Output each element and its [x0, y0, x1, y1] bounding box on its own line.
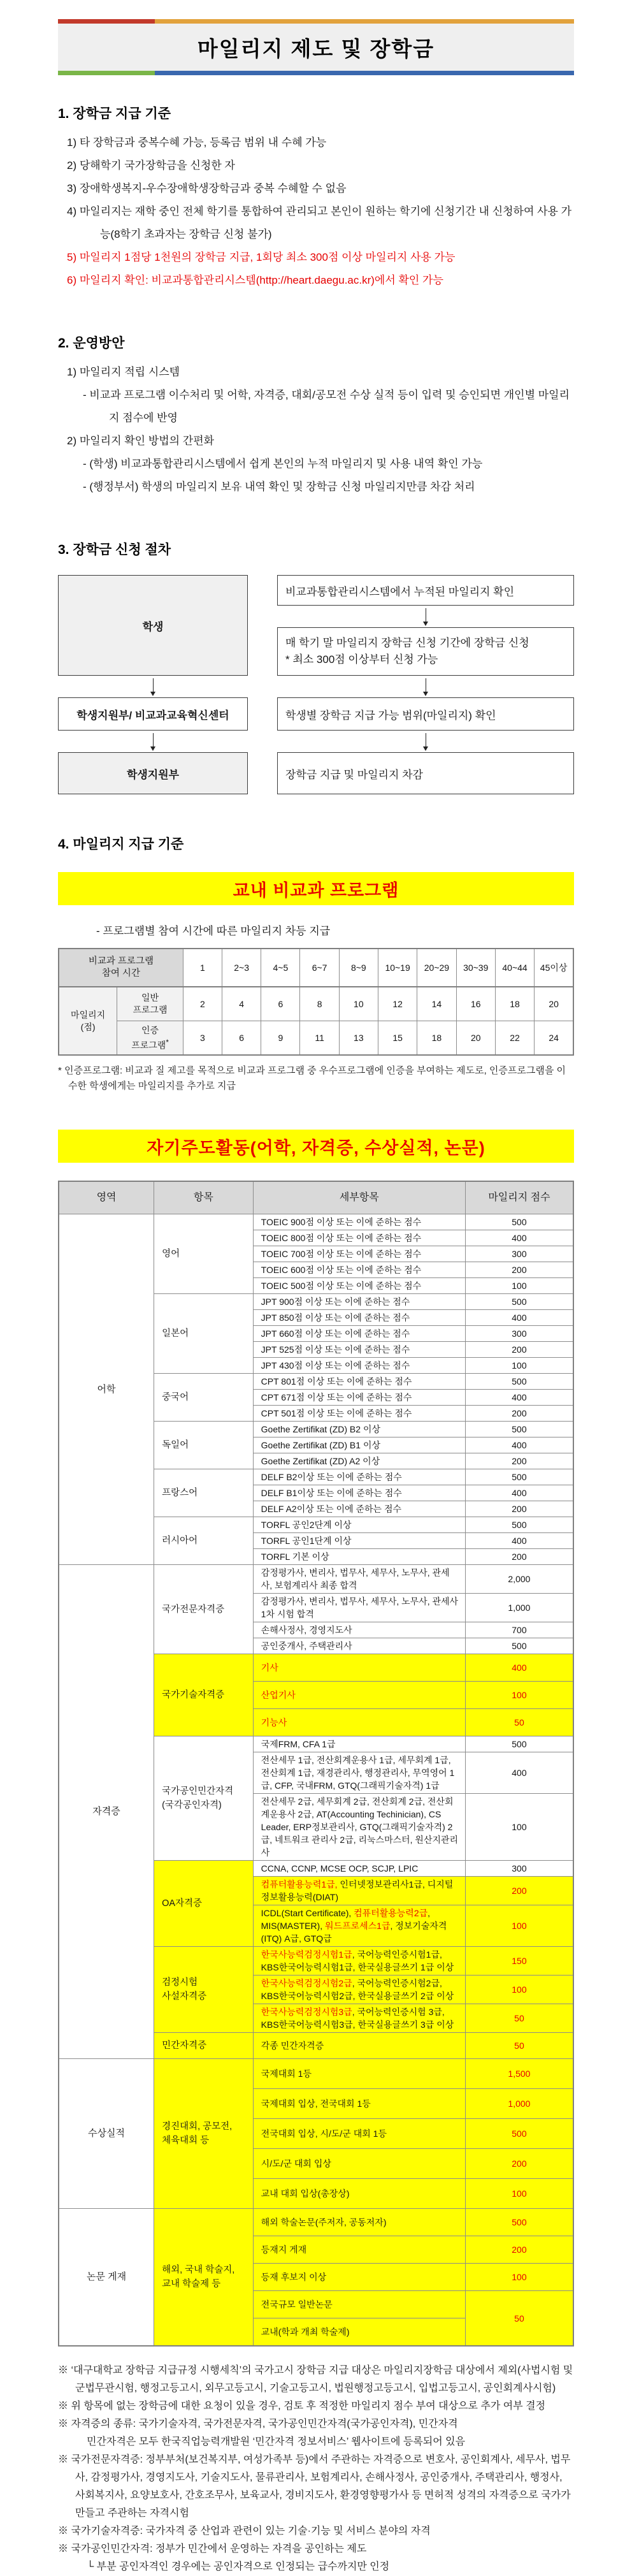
title-banner — [58, 19, 574, 75]
detail-cell: Goethe Zertifikat (ZD) B2 이상 — [253, 1422, 465, 1437]
detail-cell: 전산세무 1급, 전산회계운용사 1급, 세무회계 1급, 전산회계 1급, 재경관리사, 행정관리사, 무역영어 1급, CFP, 국내FRM, GTQ(그래픽기술자격) 1급 — [253, 1752, 465, 1794]
detail-cell: JPT 660점 이상 또는 이에 준하는 점수 — [253, 1326, 465, 1342]
detail-cell: JPT 525점 이상 또는 이에 준하는 점수 — [253, 1342, 465, 1358]
hours-value-cell: 9 — [261, 1021, 300, 1056]
program-note: - 프로그램별 참여 시간에 따른 마일리지 차등 지급 — [96, 925, 331, 937]
hours-value-cell: 13 — [339, 1021, 378, 1056]
detail-cell: 공인중개사, 주택관리사 — [253, 1638, 465, 1654]
hours-value-cell: 22 — [495, 1021, 534, 1056]
hours-value-cell: 4 — [222, 987, 261, 1021]
hours-row-label: 인증 프로그램* — [117, 1021, 183, 1056]
detail-cell: 기사 — [253, 1654, 465, 1682]
list-item: 2) 당해학기 국가장학금을 신청한 자 — [67, 159, 235, 171]
column-header: 항목 — [154, 1181, 254, 1214]
hours-table-corner-cell: 비교과 프로그램 참여 시간 — [59, 949, 183, 987]
detail-cell: TORFL 공인1단계 이상 — [253, 1533, 465, 1549]
detail-cell: 한국사능력검정시험1급, 국어능력인증시험1급, KBS한국어능력시험1급, 한국실용글쓰기 1급 이상 — [253, 1947, 465, 1976]
score-cell: 1,000 — [465, 1594, 573, 1622]
table-row — [59, 2059, 573, 2089]
item-cell: 경진대회, 공모전, 체육대회 등 — [154, 2059, 254, 2209]
score-cell: 500 — [465, 1469, 573, 1485]
detail-cell: 전국규모 일반논문 — [253, 2291, 465, 2318]
detail-cell: DELF B2이상 또는 이에 준하는 점수 — [253, 1469, 465, 1485]
detail-cell: 한국사능력검정시험2급, 국어능력인증시험2급, KBS한국어능력시험2급, 한국실용글쓰기 2급 이상 — [253, 1976, 465, 2004]
hours-column-header: 10~19 — [378, 949, 417, 987]
detail-cell: 해외 학술논문(주저자, 공동저자) — [253, 2209, 465, 2236]
green-bar — [58, 71, 155, 75]
score-cell: 500 — [465, 1294, 573, 1310]
detail-cell: 교내 대회 입상(총장상) — [253, 2179, 465, 2209]
flow-actor-column — [58, 575, 248, 794]
hours-value-cell: 16 — [456, 987, 495, 1021]
score-cell: 400 — [465, 1230, 573, 1246]
item-cell: 중국어 — [154, 1374, 254, 1422]
footnote-line: └ 부분 공인자격인 경우에는 공인자격으로 인정되는 급수까지만 인정 — [87, 2561, 390, 2572]
area-cell: 자격증 — [59, 1565, 154, 2059]
footnote-line: ※ ‘대구대학교 장학금 지급규정 시행세칙’의 국가고시 장학금 지급 대상은 마일리지장학금 대상에서 제외(사법시험 및 군법무관시험, 행정고등고시, 외무고등고시, 기술고등고시, 법원행정고등고시, 입법고등고시, 공인회계사시험) — [58, 2365, 573, 2394]
score-cell: 400 — [465, 1437, 573, 1453]
list-item: 3) 장애학생복지-우수장애학생장학금과 중복 수혜할 수 없음 — [67, 182, 347, 194]
footnote-line: ※ 국가기술자격증: 국가자격 중 산업과 관련이 있는 기술·기능 및 서비스 분야의 자격 — [58, 2526, 431, 2536]
flow-step-column — [277, 575, 574, 794]
area-cell: 어학 — [59, 1214, 154, 1565]
item-cell: 민간자격증 — [154, 2033, 254, 2059]
score-cell: 500 — [465, 2209, 573, 2236]
score-cell: 50 — [465, 2004, 573, 2033]
score-cell: 100 — [465, 1278, 573, 1294]
score-cell: 200 — [465, 1342, 573, 1358]
detail-cell: 각종 민간자격증 — [253, 2033, 465, 2059]
column-header: 영역 — [59, 1181, 154, 1214]
detail-cell: TOEIC 800점 이상 또는 이에 준하는 점수 — [253, 1230, 465, 1246]
detail-cell: TORFL 공인2단계 이상 — [253, 1517, 465, 1533]
score-cell: 100 — [465, 2264, 573, 2291]
score-cell: 700 — [465, 1622, 573, 1638]
item-cell: 국가기술자격증 — [154, 1654, 254, 1736]
item-cell: 국가공인민간자격 (국각공인자격) — [154, 1736, 254, 1861]
hours-value-cell: 24 — [535, 1021, 573, 1056]
detail-cell: 전국대회 입상, 시/도/군 대회 1등 — [253, 2119, 465, 2149]
application-flow-diagram — [58, 575, 574, 794]
hours-value-cell: 11 — [300, 1021, 339, 1056]
list-item: 2) 마일리지 확인 방법의 간편화 — [67, 435, 215, 447]
item-cell: 영어 — [154, 1214, 254, 1294]
detail-cell: 국제대회 1등 — [253, 2059, 465, 2089]
column-header: 세부항목 — [253, 1181, 465, 1214]
flow-box-student-support: 학생지원부 — [58, 752, 248, 794]
detail-cell: 전산세무 2급, 세무회계 2급, 전산회계 2급, 전산회계운용사 2급, AT(Accounting Techinician), CS Leader, ERP정보관리사, GTQ(그래픽기술자격) 2급, 네트워크 관리사 2급, 리눅스마스터, 원산지관리사 — [253, 1794, 465, 1861]
item-cell: 독일어 — [154, 1422, 254, 1469]
detail-cell: 기능사 — [253, 1709, 465, 1736]
score-cell: 200 — [465, 1877, 573, 1905]
flow-step-verify-range: 학생별 장학금 지급 가능 범위(마일리지) 확인 — [277, 697, 574, 731]
score-cell: 300 — [465, 1326, 573, 1342]
list-item: - 비교과 프로그램 이수처리 및 어학, 자격증, 대회/공모전 수상 실적 등이 입력 및 승인되면 개인별 마일리지 점수에 반영 — [83, 389, 570, 424]
score-cell: 400 — [465, 1310, 573, 1326]
footnote-line: ※ 자격증의 종류: 국가기술자격, 국가전문자격, 국가공인민간자격(국가공인자격), 민간자격 — [58, 2419, 458, 2429]
score-cell: 500 — [465, 1374, 573, 1390]
mileage-table — [58, 1181, 574, 2347]
orange-bar — [155, 19, 574, 24]
detail-cell: 시/도/군 대회 입상 — [253, 2149, 465, 2179]
score-cell: 50 — [465, 2291, 573, 2347]
score-cell: 200 — [465, 1501, 573, 1517]
blue-bar — [155, 71, 574, 75]
score-cell: 500 — [465, 1517, 573, 1533]
hours-value-cell: 6 — [222, 1021, 261, 1056]
hours-value-cell: 3 — [183, 1021, 222, 1056]
score-cell: 1,500 — [465, 2059, 573, 2089]
section2-heading: 2. 운영방안 — [58, 336, 125, 351]
score-cell: 1,000 — [465, 2089, 573, 2119]
detail-cell: CPT 671점 이상 또는 이에 준하는 점수 — [253, 1390, 465, 1406]
score-cell: 400 — [465, 1533, 573, 1549]
hours-value-cell: 15 — [378, 1021, 417, 1056]
score-cell: 100 — [465, 1682, 573, 1709]
hours-value-cell: 18 — [495, 987, 534, 1021]
score-cell: 200 — [465, 2236, 573, 2264]
campus-program-banner: 교내 비교과 프로그램 — [58, 872, 574, 905]
hours-column-header: 40~44 — [495, 949, 534, 987]
detail-cell: 국제대회 입상, 전국대회 1등 — [253, 2089, 465, 2119]
score-cell: 50 — [465, 1709, 573, 1736]
hours-column-header: 20~29 — [417, 949, 456, 987]
hours-value-cell: 2 — [183, 987, 222, 1021]
flow-box-student: 학생 — [58, 575, 248, 676]
hours-value-cell: 10 — [339, 987, 378, 1021]
detail-cell: TOEIC 900점 이상 또는 이에 준하는 점수 — [253, 1214, 465, 1230]
score-cell: 100 — [465, 1905, 573, 1947]
score-cell: 500 — [465, 1638, 573, 1654]
item-cell: 프랑스어 — [154, 1469, 254, 1517]
section2-list — [58, 361, 574, 498]
flow-box-student-support-center: 학생지원부/ 비교과교육혁신센터 — [58, 697, 248, 731]
table-row — [59, 2209, 573, 2236]
column-header: 마일리지 점수 — [465, 1181, 573, 1214]
item-cell: 국가전문자격증 — [154, 1565, 254, 1654]
detail-cell: JPT 850점 이상 또는 이에 준하는 점수 — [253, 1310, 465, 1326]
detail-cell: DELF A2이상 또는 이에 준하는 점수 — [253, 1501, 465, 1517]
flow-step-check-mileage: 비교과통합관리시스템에서 누적된 마일리지 확인 — [277, 575, 574, 606]
detail-cell: 감정평가사, 변리사, 법무사, 세무사, 노무사, 관세사, 보험계리사 최종 합격 — [253, 1565, 465, 1594]
detail-cell: 감정평가사, 변리사, 법무사, 세무사, 노무사, 관세사 1차 시험 합격 — [253, 1594, 465, 1622]
detail-cell: ICDL(Start Certificate), 컴퓨터활용능력2급, MIS(MASTER), 워드프로세스1급, 정보기술자격(ITQ) A급, GTQ급 — [253, 1905, 465, 1947]
detail-cell: TOEIC 500점 이상 또는 이에 준하는 점수 — [253, 1278, 465, 1294]
list-item: 5) 마일리지 1점당 1천원의 장학금 지급, 1회당 최소 300점 이상 마일리지 사용 가능 — [67, 251, 456, 263]
score-cell: 200 — [465, 2149, 573, 2179]
detail-cell: 손해사정사, 경영지도사 — [253, 1622, 465, 1638]
hours-value-cell: 20 — [535, 987, 573, 1021]
score-cell: 200 — [465, 1549, 573, 1565]
detail-cell: 한국사능력검정시험3급, 국어능력인증시험 3급, KBS한국어능력시험3급, 한국실용글쓰기 3급 이상 — [253, 2004, 465, 2033]
hours-value-cell: 8 — [300, 987, 339, 1021]
item-cell: 러시아어 — [154, 1517, 254, 1565]
score-cell: 500 — [465, 2119, 573, 2149]
hours-value-cell: 20 — [456, 1021, 495, 1056]
detail-cell: 컴퓨터활용능력1급, 인터넷정보관리사1급, 디지털정보활용능력(DIAT) — [253, 1877, 465, 1905]
score-cell: 100 — [465, 1976, 573, 2004]
section3-heading: 3. 장학금 신청 절차 — [58, 542, 171, 557]
footnote-line: 민간자격은 모두 한국직업능력개발원 ‘민간자격 정보서비스’ 웹사이트에 등록되어 있음 — [87, 2436, 466, 2447]
score-cell: 400 — [465, 1390, 573, 1406]
score-cell: 200 — [465, 1453, 573, 1469]
area-cell: 수상실적 — [59, 2059, 154, 2209]
score-cell: 400 — [465, 1654, 573, 1682]
detail-cell: 등재 후보지 이상 — [253, 2264, 465, 2291]
banner-top-bars — [58, 19, 574, 24]
flow-step-apply-line1: 매 학기 말 마일리지 장학금 신청 기간에 장학금 신청 — [285, 637, 529, 649]
score-cell: 200 — [465, 1262, 573, 1278]
score-cell: 500 — [465, 1214, 573, 1230]
list-item: 1) 타 장학금과 중복수혜 가능, 등록금 범위 내 수혜 가능 — [67, 136, 327, 149]
score-cell: 100 — [465, 2179, 573, 2209]
hours-column-header: 2~3 — [222, 949, 261, 987]
item-cell: 해외, 국내 학술지, 교내 학술제 등 — [154, 2209, 254, 2347]
list-item: 4) 마일리지는 재학 중인 전체 학기를 통합하여 관리되고 본인이 원하는 학기에 신청기간 내 신청하여 사용 가능(8학기 초과자는 장학금 신청 불가) — [67, 205, 572, 240]
detail-cell: CPT 501점 이상 또는 이에 준하는 점수 — [253, 1406, 465, 1422]
flow-step-apply — [277, 627, 574, 676]
detail-cell: CCNA, CCNP, MCSE OCP, SCJP, LPIC — [253, 1861, 465, 1877]
detail-cell: TORFL 기본 이상 — [253, 1549, 465, 1565]
hours-column-header: 6~7 — [300, 949, 339, 987]
hours-value-cell: 12 — [378, 987, 417, 1021]
detail-cell: 산업기사 — [253, 1682, 465, 1709]
hours-value-cell: 6 — [261, 987, 300, 1021]
hours-table-footnote: * 인증프로그램: 비교과 질 제고를 목적으로 비교과 프로그램 중 우수프로그램에 인증을 부여하는 제도로, 인증프로그램을 이수한 학생에게는 마일리지를 추가로 지급 — [58, 1065, 566, 1091]
list-item: - (행정부서) 학생의 마일리지 보유 내역 확인 및 장학금 신청 마일리지만큼 차감 처리 — [83, 481, 475, 493]
detail-cell: TOEIC 600점 이상 또는 이에 준하는 점수 — [253, 1262, 465, 1278]
hours-column-header: 4~5 — [261, 949, 300, 987]
detail-cell: 국제FRM, CFA 1급 — [253, 1736, 465, 1752]
detail-cell: DELF B1이상 또는 이에 준하는 점수 — [253, 1485, 465, 1501]
section4-heading: 4. 마일리지 지급 기준 — [58, 837, 184, 852]
hours-value-cell: 14 — [417, 987, 456, 1021]
item-cell: OA자격증 — [154, 1861, 254, 1947]
detail-cell: JPT 900점 이상 또는 이에 준하는 점수 — [253, 1294, 465, 1310]
score-cell: 200 — [465, 1406, 573, 1422]
score-cell: 500 — [465, 1736, 573, 1752]
score-cell: 50 — [465, 2033, 573, 2059]
detail-cell: TOEIC 700점 이상 또는 이에 준하는 점수 — [253, 1246, 465, 1262]
hours-value-cell: 18 — [417, 1021, 456, 1056]
section1-heading: 1. 장학금 지급 기준 — [58, 106, 171, 121]
flow-step-pay-deduct: 장학금 지급 및 마일리지 차감 — [277, 752, 574, 794]
score-cell: 2,000 — [465, 1565, 573, 1594]
score-cell: 400 — [465, 1485, 573, 1501]
hours-row-group-label: 마일리지 (점) — [59, 987, 117, 1055]
detail-cell: Goethe Zertifikat (ZD) A2 이상 — [253, 1453, 465, 1469]
score-cell: 500 — [465, 1422, 573, 1437]
score-cell: 300 — [465, 1246, 573, 1262]
self-directed-banner: 자기주도활동(어학, 자격증, 수상실적, 논문) — [58, 1130, 574, 1163]
footnotes — [58, 2362, 574, 2576]
hours-column-header: 30~39 — [456, 949, 495, 987]
hours-column-header: 1 — [183, 949, 222, 987]
down-arrow-icon — [153, 733, 154, 750]
table-row — [59, 1214, 573, 1230]
page-title: 마일리지 제도 및 장학금 — [58, 24, 574, 71]
table-row — [59, 1565, 573, 1594]
list-item: 6) 마일리지 확인: 비교과통합관리시스템(http://heart.daegu.ac.kr)에서 확인 가능 — [67, 274, 443, 286]
flow-step-apply-line2: * 최소 300점 이상부터 신청 가능 — [285, 653, 438, 666]
hours-column-header: 45이상 — [535, 949, 573, 987]
hours-table — [58, 948, 574, 1056]
area-cell: 논문 게재 — [59, 2209, 154, 2347]
hours-column-header: 8~9 — [339, 949, 378, 987]
score-cell: 100 — [465, 1358, 573, 1374]
footnote-line: ※ 위 항목에 없는 장학금에 대한 요청이 있을 경우, 검토 후 적정한 마일리지 점수 부여 대상으로 추가 여부 결정 — [58, 2401, 546, 2412]
item-cell: 검정시험 사설자격증 — [154, 1947, 254, 2033]
detail-cell: JPT 430점 이상 또는 이에 준하는 점수 — [253, 1358, 465, 1374]
detail-cell: CPT 801점 이상 또는 이에 준하는 점수 — [253, 1374, 465, 1390]
footnote-line: ※ 국가전문자격증: 정부부처(보건복지부, 여성가족부 등)에서 주관하는 자격증으로 변호사, 공인회계사, 세무사, 법무사, 감정평가사, 경영지도사, 기술지도사, 물류관리사, 보험계리사, 손해사정사, 공인중개사, 주택관리사, 행정사, 사회복지사, 요양보호사, 간호조무사, 보육교사, 경비지도사, 환경영향평가사 등 면허적 성격의 자격증으로 국가가 만들고 주관하는 자격시험 — [58, 2454, 571, 2519]
detail-cell: Goethe Zertifikat (ZD) B1 이상 — [253, 1437, 465, 1453]
score-cell: 400 — [465, 1752, 573, 1794]
score-cell: 100 — [465, 1794, 573, 1861]
document-page — [58, 0, 574, 2576]
item-cell: 일본어 — [154, 1294, 254, 1374]
section1-list — [58, 131, 574, 292]
down-arrow-icon — [153, 678, 154, 695]
list-item: 1) 마일리지 적립 시스템 — [67, 366, 180, 378]
banner-bottom-bars — [58, 71, 574, 75]
score-cell: 150 — [465, 1947, 573, 1976]
hours-row-label: 일반 프로그램 — [117, 987, 183, 1021]
detail-cell: 등재지 게재 — [253, 2236, 465, 2264]
list-item: - (학생) 비교과통합관리시스템에서 쉽게 본인의 누적 마일리지 및 사용 내역 확인 가능 — [83, 458, 483, 470]
red-bar — [58, 19, 155, 24]
detail-cell: 교내(학과 개최 학술제) — [253, 2318, 465, 2347]
footnote-line: ※ 국가공인민간자격: 정부가 민간에서 운영하는 자격을 공인하는 제도 — [58, 2543, 367, 2554]
score-cell: 300 — [465, 1861, 573, 1877]
